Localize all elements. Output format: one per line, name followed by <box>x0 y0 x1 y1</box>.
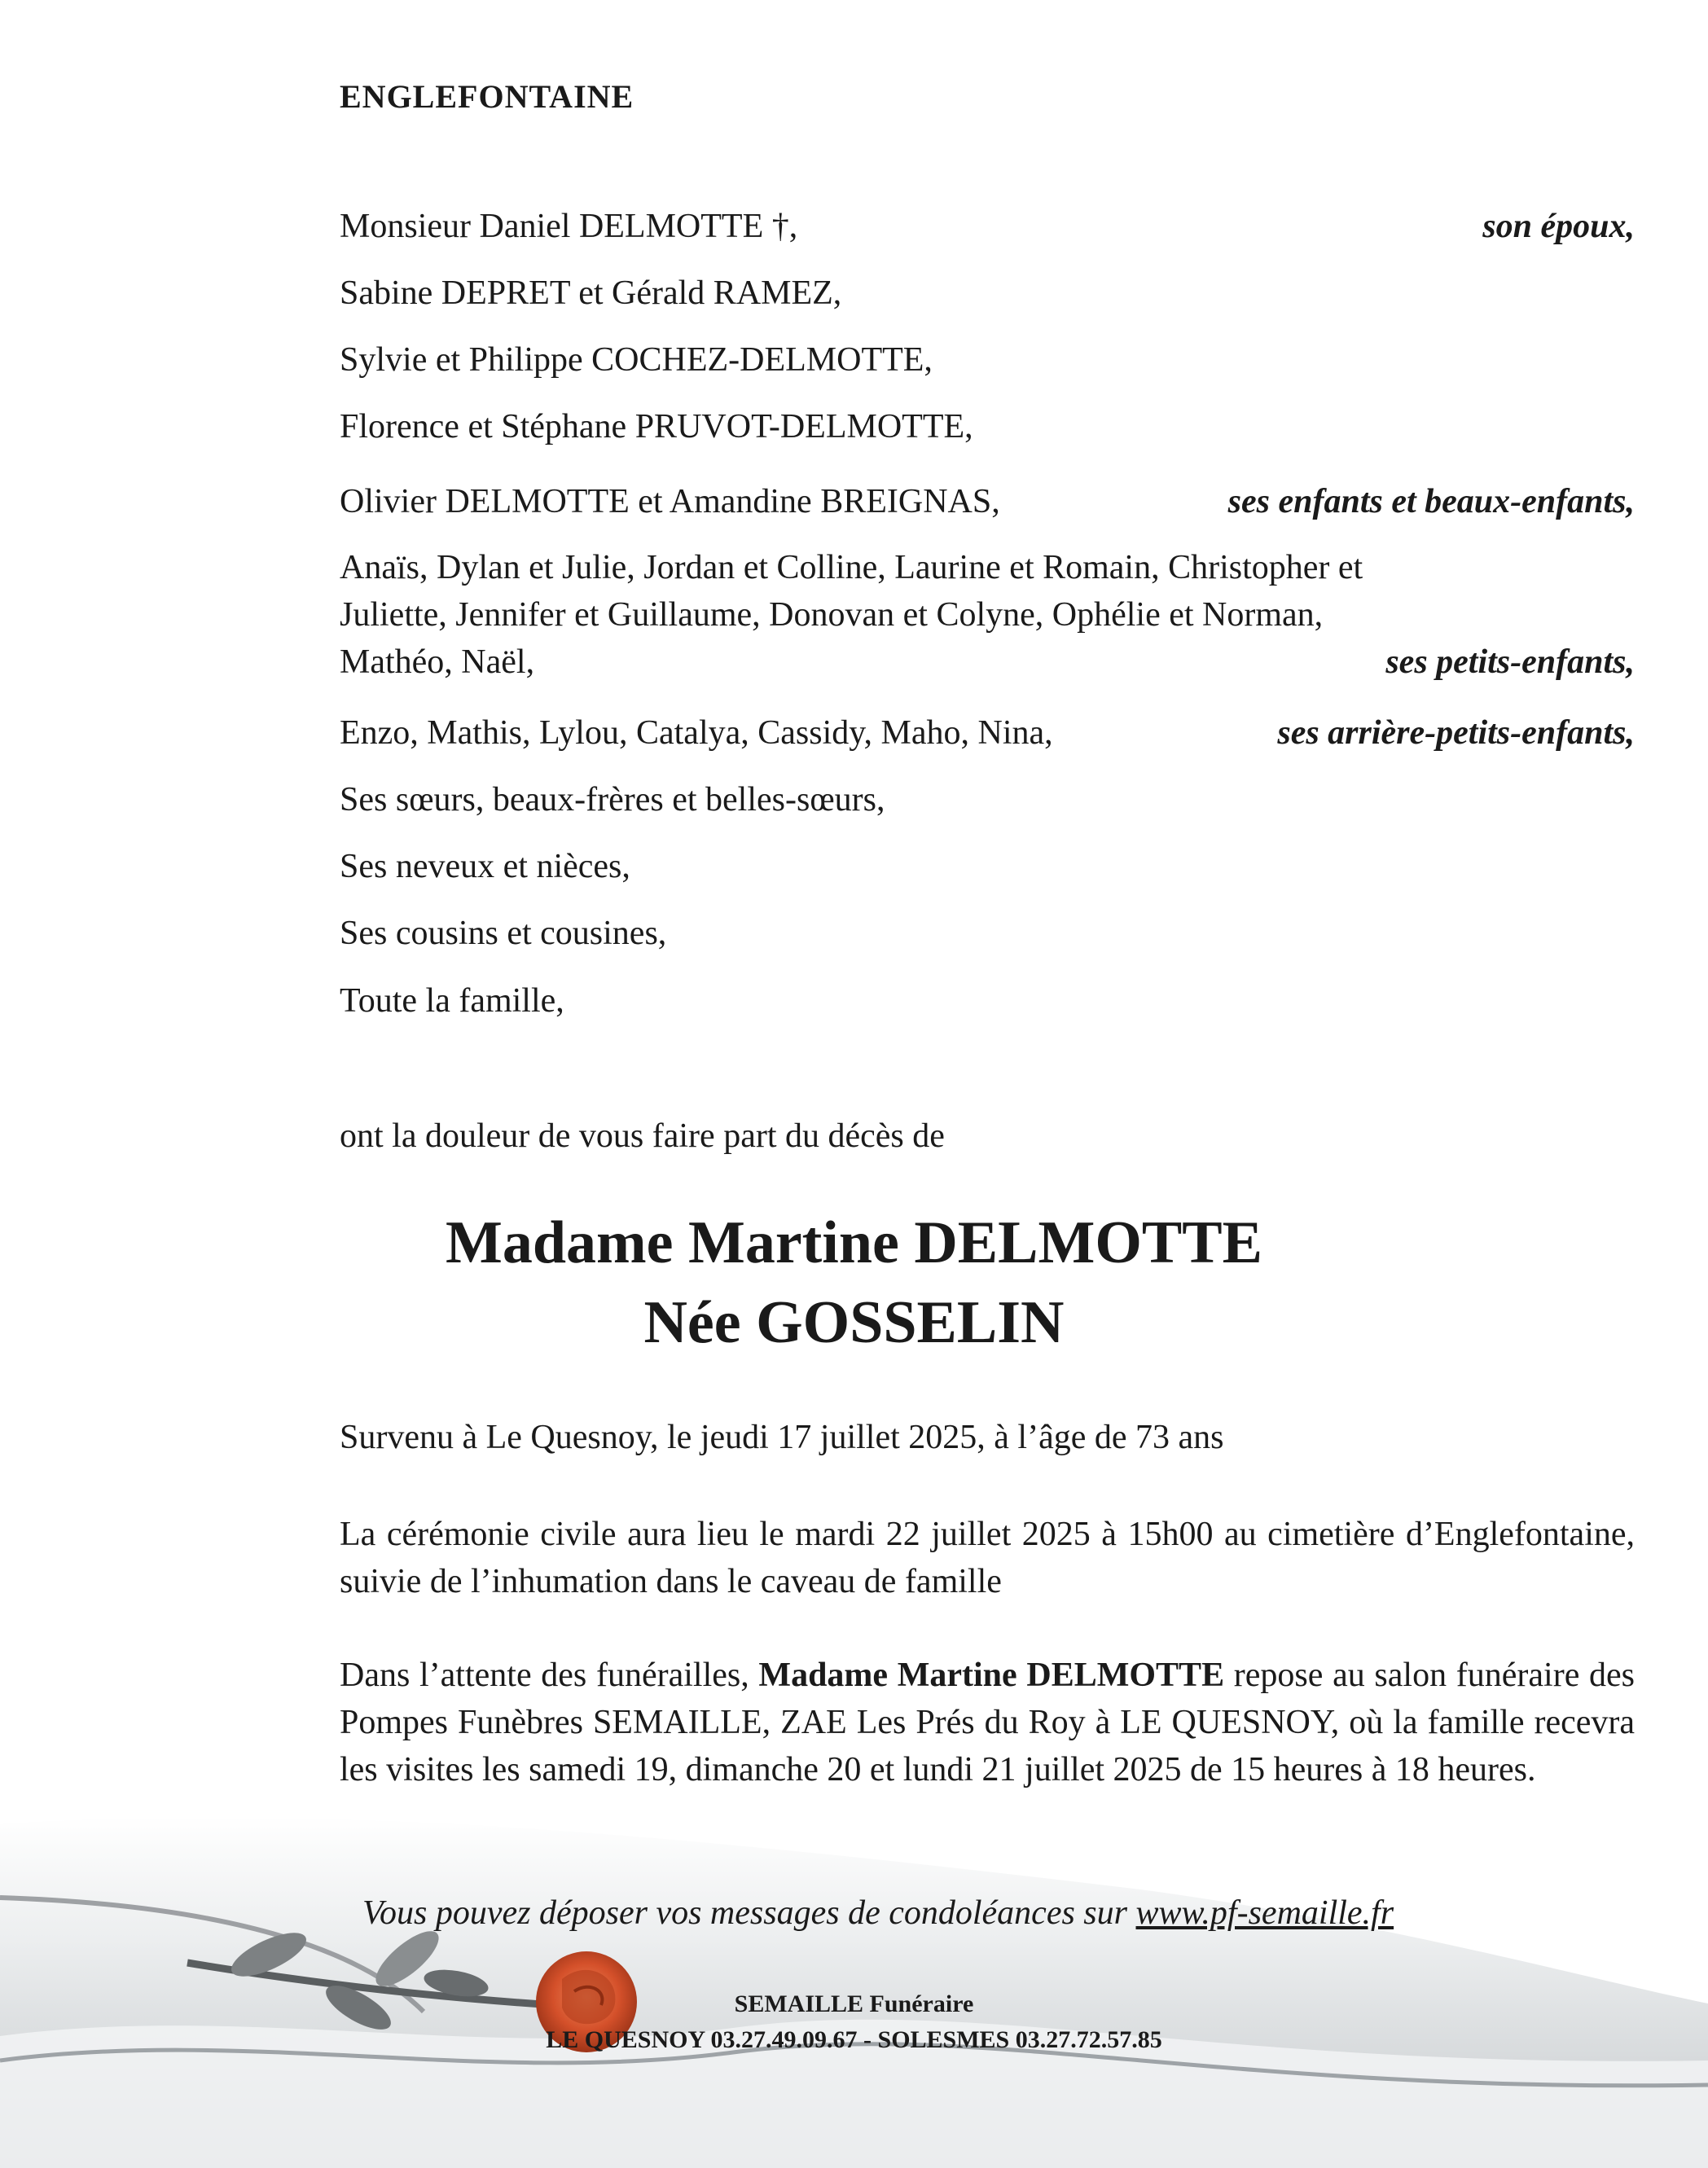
company-name: SEMAILLE Funéraire <box>734 1990 974 2017</box>
deceased-maiden-name: Née GOSSELIN <box>643 1289 1065 1356</box>
family-relation: ses enfants et beaux-enfants, <box>1227 483 1635 520</box>
town-heading: ENGLEFONTAINE <box>340 78 634 115</box>
announcement-text: ont la douleur de vous faire part du décès de <box>340 1117 945 1155</box>
family-line <box>340 273 1635 314</box>
grandchildren-names: Anaïs, Dylan et Julie, Jordan et Colline, Laurine et Romain, Christopher et <box>340 549 1363 586</box>
relatives-text: Ses neveux et nièces, <box>340 848 630 885</box>
grandchildren-names: Juliette, Jennifer et Guillaume, Donovan et Colyne, Ophélie et Norman, <box>340 596 1324 634</box>
great-grandchildren-relation: ses arrière-petits-enfants, <box>1277 714 1635 752</box>
company-phones: LE QUESNOY 03.27.49.09.67 - SOLESMES 03.27.72.57.85 <box>546 2026 1162 2053</box>
great-grandchildren-names: Enzo, Mathis, Lylou, Catalya, Cassidy, Maho, Nina, <box>340 714 1053 752</box>
viewing-suffix: repose au salon funéraire des Pompes Funèbres SEMAILLE, ZAE Les Prés du Roy à LE QUESNOY, où la famille recevra les visites les samedi 19, dimanche 20 et lundi 21 juillet 2025 de 15 heures à 18 heures. <box>340 1657 1636 1788</box>
grandchildren-line <box>340 595 1635 635</box>
website-link[interactable]: www.pf-semaille.fr <box>1135 1894 1394 1932</box>
grandchildren-line <box>340 642 1635 682</box>
family-names: Florence et Stéphane PRUVOT-DELMOTTE, <box>340 408 973 445</box>
family-names: Olivier DELMOTTE et Amandine BREIGNAS, <box>340 483 1000 520</box>
family-line-spouse <box>340 206 1635 247</box>
rose-on-beach-image <box>0 1792 1708 2168</box>
grandchildren-relation: ses petits-enfants, <box>1385 643 1635 681</box>
family-names: Sabine DEPRET et Gérald RAMEZ, <box>340 274 842 312</box>
family-line <box>340 340 1635 380</box>
viewing-name: Madame Martine DELMOTTE <box>758 1657 1225 1694</box>
grandchildren-line <box>340 547 1635 588</box>
viewing-info <box>340 1652 1635 1793</box>
condolences-line <box>362 1894 1394 1933</box>
family-names: Monsieur Daniel DELMOTTE †, <box>340 208 798 245</box>
relatives-line <box>340 846 1635 887</box>
relatives-line <box>340 913 1635 954</box>
relatives-line <box>340 779 1635 820</box>
relatives-text: Ses sœurs, beaux-frères et belles-sœurs, <box>340 781 885 818</box>
viewing-prefix: Dans l’attente des funérailles, <box>340 1657 759 1694</box>
relatives-text: Ses cousins et cousines, <box>340 915 667 952</box>
ceremony-info: La cérémonie civile aura lieu le mardi 22 juillet 2025 à 15h00 au cimetière d’Englefontaine, suivie de l’inhumation dans le caveau de famille <box>340 1516 1635 1600</box>
relatives-text: Toute la famille, <box>340 982 564 1020</box>
relatives-line <box>340 981 1635 1021</box>
grandchildren-names: Mathéo, Naël, <box>340 643 535 681</box>
family-line-children <box>340 481 1635 522</box>
family-relation: son époux, <box>1482 208 1635 245</box>
death-info: Survenu à Le Quesnoy, le jeudi 17 juillet 2025, à l’âge de 73 ans <box>340 1419 1224 1456</box>
great-grandchildren-line <box>340 713 1635 753</box>
family-names: Sylvie et Philippe COCHEZ-DELMOTTE, <box>340 341 933 379</box>
deceased-name: Madame Martine DELMOTTE <box>445 1209 1262 1276</box>
family-line <box>340 406 1635 447</box>
condolences-text: Vous pouvez déposer vos messages de condoléances sur <box>362 1894 1136 1932</box>
